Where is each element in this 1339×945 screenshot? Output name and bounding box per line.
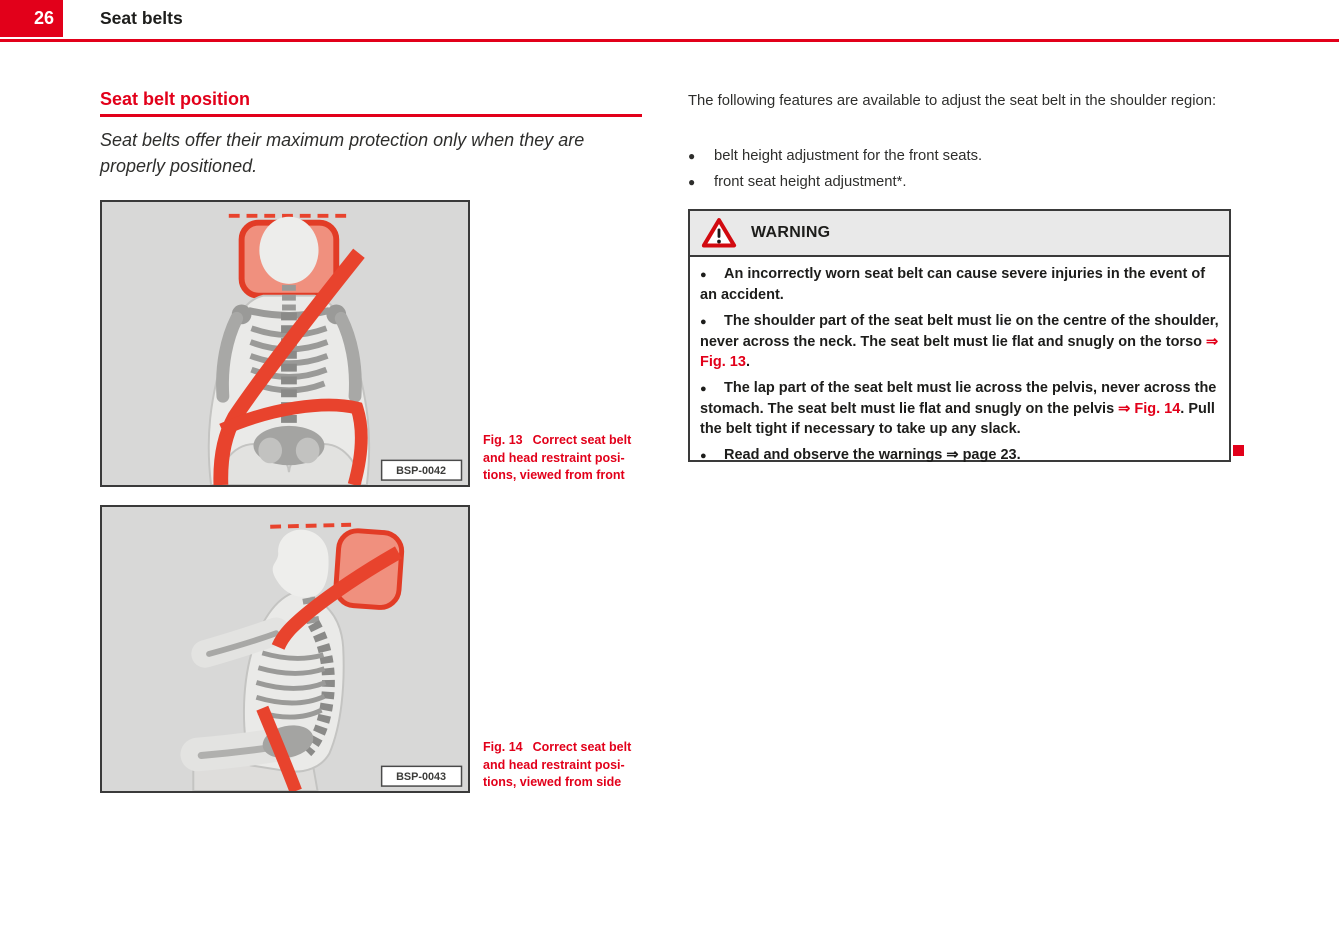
section-title: Seat belt position — [100, 89, 251, 109]
features-list — [688, 146, 1228, 198]
figure-13-image — [100, 200, 470, 487]
figure-14-caption: Fig. 14 Correct seat belt and head restraint posi- tions, viewed from side — [483, 740, 632, 789]
cross-reference: ⇒ Fig. 14 — [1118, 401, 1181, 417]
warning-title: WARNING — [751, 224, 831, 241]
warning-item: ● Read and observe the warnings ⇒ page 23. — [700, 445, 1219, 466]
figure-14-illustration — [102, 507, 468, 791]
figure-14-image — [100, 505, 470, 793]
list-item: ● front seat height adjustment*. — [688, 174, 907, 190]
figure-id-label — [382, 766, 462, 786]
page-number: 26 — [33, 8, 54, 28]
svg-text:BSP-0043: BSP-0043 — [396, 771, 447, 784]
section-title-rule — [100, 114, 642, 117]
section-lede: Seat belts offer their maximum protection only when they are properly positioned. — [100, 130, 585, 176]
page-number-badge — [0, 0, 63, 37]
bullet-icon: ● — [688, 149, 696, 163]
warning-box — [688, 209, 1231, 462]
figure-13-caption: Fig. 13 Correct seat belt and head restraint posi- tions, viewed from front — [483, 433, 632, 482]
warning-header — [690, 211, 1229, 257]
figure-13-illustration — [102, 202, 468, 485]
section-end-marker — [1233, 445, 1244, 456]
warning-item: ● An incorrectly worn seat belt can cause severe injuries in the event of an accident. — [700, 266, 1206, 303]
figure-id-label — [382, 460, 462, 480]
svg-text:BSP-0042: BSP-0042 — [396, 465, 447, 478]
warning-item: ● The lap part of the seat belt must lie across the pelvis, never across the stomach. The seat belt must lie flat and snugly on the pelvis ⇒ Fig. 14. Pull the belt tight if necessary to take up any slack. — [700, 380, 1217, 437]
cross-reference: ⇒ Fig. 13 — [700, 334, 1219, 370]
warning-item: ● The shoulder part of the seat belt must lie on the centre of the shoulder, never across the neck. The seat belt must lie flat and snugly on the torso ⇒ Fig. 13. — [700, 313, 1219, 370]
bullet-icon: ● — [700, 450, 707, 462]
bullet-icon: ● — [700, 316, 707, 328]
header-rule — [0, 39, 1339, 42]
bullet-icon: ● — [700, 269, 707, 281]
figure-14-number: Fig. 14 — [483, 740, 523, 754]
bullet-icon: ● — [700, 383, 707, 395]
features-intro: The following features are available to adjust the seat belt in the shoulder region: — [688, 93, 1217, 109]
chapter-title: Seat belts — [100, 8, 183, 28]
bullet-icon: ● — [688, 175, 696, 189]
warning-body — [690, 257, 1229, 470]
list-item: ● belt height adjustment for the front seats. — [688, 148, 983, 164]
warning-triangle-icon — [701, 217, 737, 249]
figure-13-number: Fig. 13 — [483, 433, 523, 447]
